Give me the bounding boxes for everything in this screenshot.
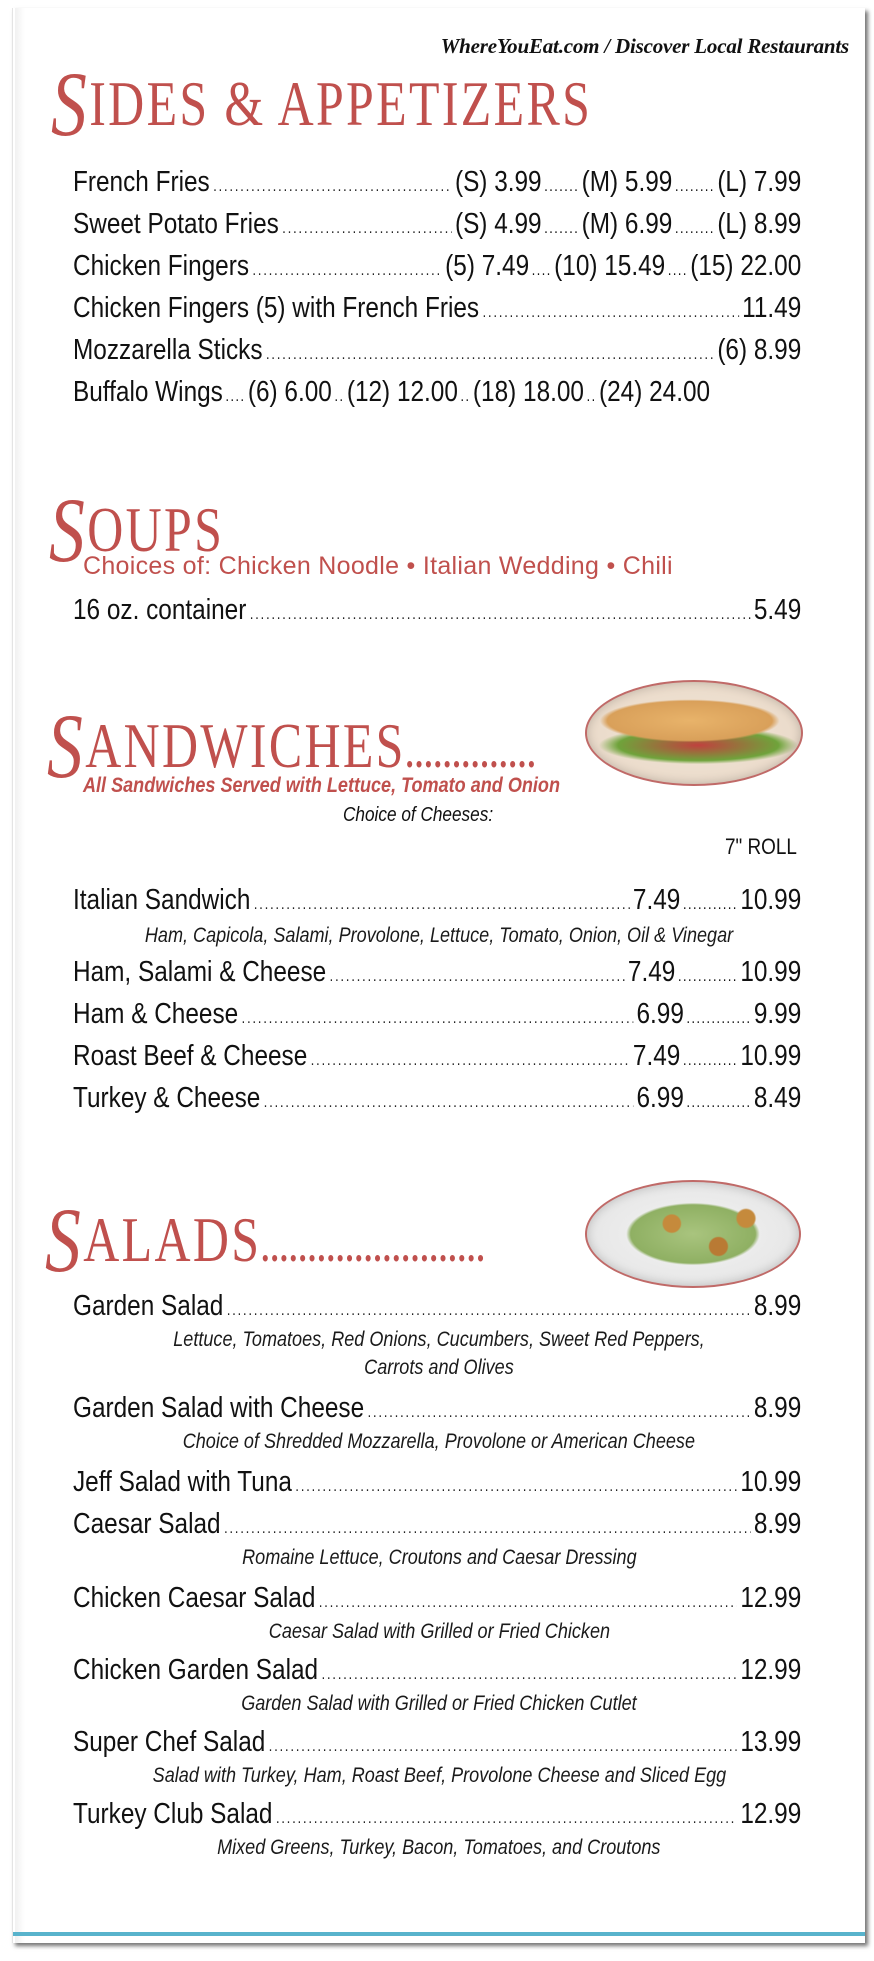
item-name: Ham & Cheese — [73, 998, 239, 1030]
menu-item-chicken-garden-salad — [73, 1654, 801, 1687]
salads-title — [45, 1184, 486, 1291]
dot-leader — [266, 346, 714, 364]
dot-leader — [224, 1520, 751, 1538]
price-large: (L) 7.99 — [717, 166, 802, 198]
price-12: (12) 12.00 — [346, 376, 458, 408]
dot-leader — [242, 1010, 634, 1028]
dot-leader — [213, 178, 452, 196]
item-name: Ham, Salami & Cheese — [73, 956, 327, 988]
menu-item-jeff-salad-tuna — [73, 1466, 801, 1499]
dot-leader: .... — [531, 262, 552, 279]
title-dots: .............. — [405, 731, 537, 776]
menu-item-ham-salami-cheese — [73, 956, 801, 989]
title-initial: S — [47, 695, 86, 797]
price-medium: (M) 6.99 — [581, 208, 673, 240]
item-name: Sweet Potato Fries — [73, 208, 279, 240]
dot-leader: ............ — [677, 968, 738, 985]
title-initial: S — [45, 1189, 84, 1291]
price-large: 10.99 — [740, 1040, 802, 1072]
dot-leader — [252, 262, 441, 280]
title-text: ANDWICHES — [85, 710, 406, 781]
item-name: Mozzarella Sticks — [73, 334, 263, 366]
menu-item-mozzarella-sticks — [73, 334, 801, 367]
dot-leader: ........ — [674, 178, 715, 195]
item-description: Ham, Capicola, Salami, Provolone, Lettuce, Tomato, Onion, Oil & Vinegar — [144, 924, 734, 947]
cheese-note: Choice of Cheeses: — [343, 804, 494, 826]
item-name: Chicken Caesar Salad — [73, 1582, 316, 1614]
item-name: Turkey Club Salad — [73, 1798, 273, 1830]
title-text: OUPS — [87, 494, 225, 565]
item-description: Lettuce, Tomatoes, Red Onions, Cucumbers, Sweet Red Peppers, — [173, 1328, 705, 1351]
menu-page — [12, 8, 865, 1943]
item-description: Romaine Lettuce, Croutons and Caesar Dressing — [241, 1546, 637, 1569]
title-initial: S — [49, 479, 88, 581]
dot-leader — [482, 304, 738, 322]
menu-item-turkey-cheese — [73, 1082, 801, 1115]
dot-leader: ............. — [686, 1094, 752, 1111]
dot-leader — [311, 1052, 630, 1070]
dot-leader — [250, 606, 751, 624]
item-description: Garden Salad with Grilled or Fried Chicken Cutlet — [241, 1692, 637, 1715]
price-large: 10.99 — [740, 956, 802, 988]
item-name: 16 oz. container — [73, 594, 247, 626]
price-10: (10) 15.49 — [554, 250, 666, 282]
menu-item-garden-salad-cheese — [73, 1392, 801, 1425]
dot-leader — [254, 896, 630, 914]
price-small: (S) 3.99 — [454, 166, 542, 198]
sandwich-photo — [585, 680, 803, 786]
menu-item-garden-salad — [73, 1290, 801, 1323]
item-price: 8.99 — [753, 1290, 802, 1322]
dot-leader: ........... — [682, 1052, 738, 1069]
price-18: (18) 18.00 — [472, 376, 584, 408]
title-initial: S — [51, 53, 90, 155]
dot-leader — [269, 1738, 737, 1756]
menu-item-italian-sandwich — [73, 884, 801, 917]
item-price: 5.49 — [753, 594, 802, 626]
menu-item-chicken-caesar-salad — [73, 1582, 801, 1615]
menu-item-caesar-salad — [73, 1508, 801, 1541]
menu-item-soup-container — [73, 594, 801, 627]
item-description: Caesar Salad with Grilled or Fried Chicken — [268, 1620, 610, 1643]
site-watermark: WhereYouEat.com / Discover Local Restaurants — [440, 34, 849, 58]
dot-leader: ............. — [686, 1010, 752, 1027]
title-dots: ........................ — [261, 1225, 486, 1270]
dot-leader: .... — [667, 262, 688, 279]
item-name: Jeff Salad with Tuna — [73, 1466, 292, 1498]
dot-leader — [295, 1478, 737, 1496]
item-price: 12.99 — [740, 1654, 802, 1686]
menu-item-roast-beef-cheese — [73, 1040, 801, 1073]
title-text: IDES & APPETIZERS — [89, 68, 593, 139]
item-name: Garden Salad with Cheese — [73, 1392, 365, 1424]
dot-leader — [264, 1094, 633, 1112]
soup-choices: Choices of: Chicken Noodle • Italian Wedding • Chili — [83, 552, 673, 580]
dot-leader — [227, 1302, 751, 1320]
item-name: French Fries — [73, 166, 210, 198]
item-price: 11.49 — [742, 292, 802, 324]
dot-leader — [330, 968, 625, 986]
item-description: Mixed Greens, Turkey, Bacon, Tomatoes, and Croutons — [217, 1836, 661, 1859]
price-7-inch: 6.99 — [636, 1082, 684, 1114]
menu-item-chicken-fingers-fries — [73, 292, 801, 325]
item-description: Choice of Shredded Mozzarella, Provolone or American Cheese — [182, 1430, 696, 1453]
price-6: (6) 6.00 — [247, 376, 332, 408]
item-name: Chicken Fingers — [73, 250, 250, 282]
price-15: (15) 22.00 — [690, 250, 802, 282]
item-price: 8.99 — [753, 1508, 802, 1540]
item-name: Chicken Garden Salad — [73, 1654, 319, 1686]
title-text: ALADS — [83, 1204, 262, 1275]
item-name: Caesar Salad — [73, 1508, 221, 1540]
item-price: 8.99 — [753, 1392, 802, 1424]
item-price: 10.99 — [740, 1466, 802, 1498]
column-header-7-inch-roll: 7" ROLL — [725, 834, 797, 859]
menu-item-chicken-fingers — [73, 250, 801, 283]
dot-leader: ....... — [544, 178, 580, 195]
menu-item-ham-cheese — [73, 998, 801, 1031]
price-medium: (M) 5.99 — [581, 166, 673, 198]
dot-leader — [321, 1666, 736, 1684]
dot-leader: .. — [334, 388, 345, 405]
price-7-inch: 7.49 — [632, 884, 681, 916]
price-large: 10.99 — [740, 884, 802, 916]
dot-leader: .. — [460, 388, 471, 405]
dot-leader: .... — [225, 388, 246, 405]
item-price: 13.99 — [740, 1726, 802, 1758]
price-7-inch: 6.99 — [636, 998, 684, 1030]
item-price: (6) 8.99 — [717, 334, 802, 366]
price-5: (5) 7.49 — [445, 250, 530, 282]
price-24: (24) 24.00 — [599, 376, 711, 408]
item-price: 12.99 — [740, 1798, 802, 1830]
dot-leader — [368, 1404, 751, 1422]
dot-leader — [276, 1810, 737, 1828]
dot-leader: ........ — [674, 220, 715, 237]
item-description: Salad with Turkey, Ham, Roast Beef, Provolone Cheese and Sliced Egg — [152, 1764, 726, 1787]
price-small: (S) 4.99 — [454, 208, 542, 240]
item-name: Italian Sandwich — [73, 884, 251, 916]
menu-item-turkey-club-salad — [73, 1798, 801, 1831]
price-7-inch: 7.49 — [632, 1040, 681, 1072]
menu-item-french-fries — [73, 166, 801, 199]
menu-item-buffalo-wings — [73, 376, 801, 409]
item-name: Garden Salad — [73, 1290, 224, 1322]
dot-leader: ....... — [544, 220, 580, 237]
price-large: 8.49 — [753, 1082, 802, 1114]
price-large: (L) 8.99 — [717, 208, 802, 240]
dot-leader: ........... — [682, 896, 738, 913]
menu-item-sweet-potato-fries — [73, 208, 801, 241]
dot-leader — [282, 220, 451, 238]
item-name: Buffalo Wings — [73, 376, 223, 408]
item-name: Roast Beef & Cheese — [73, 1040, 308, 1072]
dot-leader: .. — [586, 388, 597, 405]
bottom-divider — [13, 1932, 865, 1936]
menu-item-super-chef-salad — [73, 1726, 801, 1759]
item-description-line-2: Carrots and Olives — [364, 1356, 514, 1379]
item-price: 12.99 — [740, 1582, 802, 1614]
price-large: 9.99 — [753, 998, 802, 1030]
price-7-inch: 7.49 — [627, 956, 676, 988]
dot-leader — [319, 1594, 737, 1612]
sandwich-served-with: All Sandwiches Served with Lettuce, Tomato and Onion — [83, 774, 560, 797]
item-name: Chicken Fingers (5) with French Fries — [73, 292, 480, 324]
sides-title — [51, 48, 593, 155]
item-name: Turkey & Cheese — [73, 1082, 261, 1114]
caesar-salad-photo — [585, 1180, 801, 1288]
item-name: Super Chef Salad — [73, 1726, 266, 1758]
